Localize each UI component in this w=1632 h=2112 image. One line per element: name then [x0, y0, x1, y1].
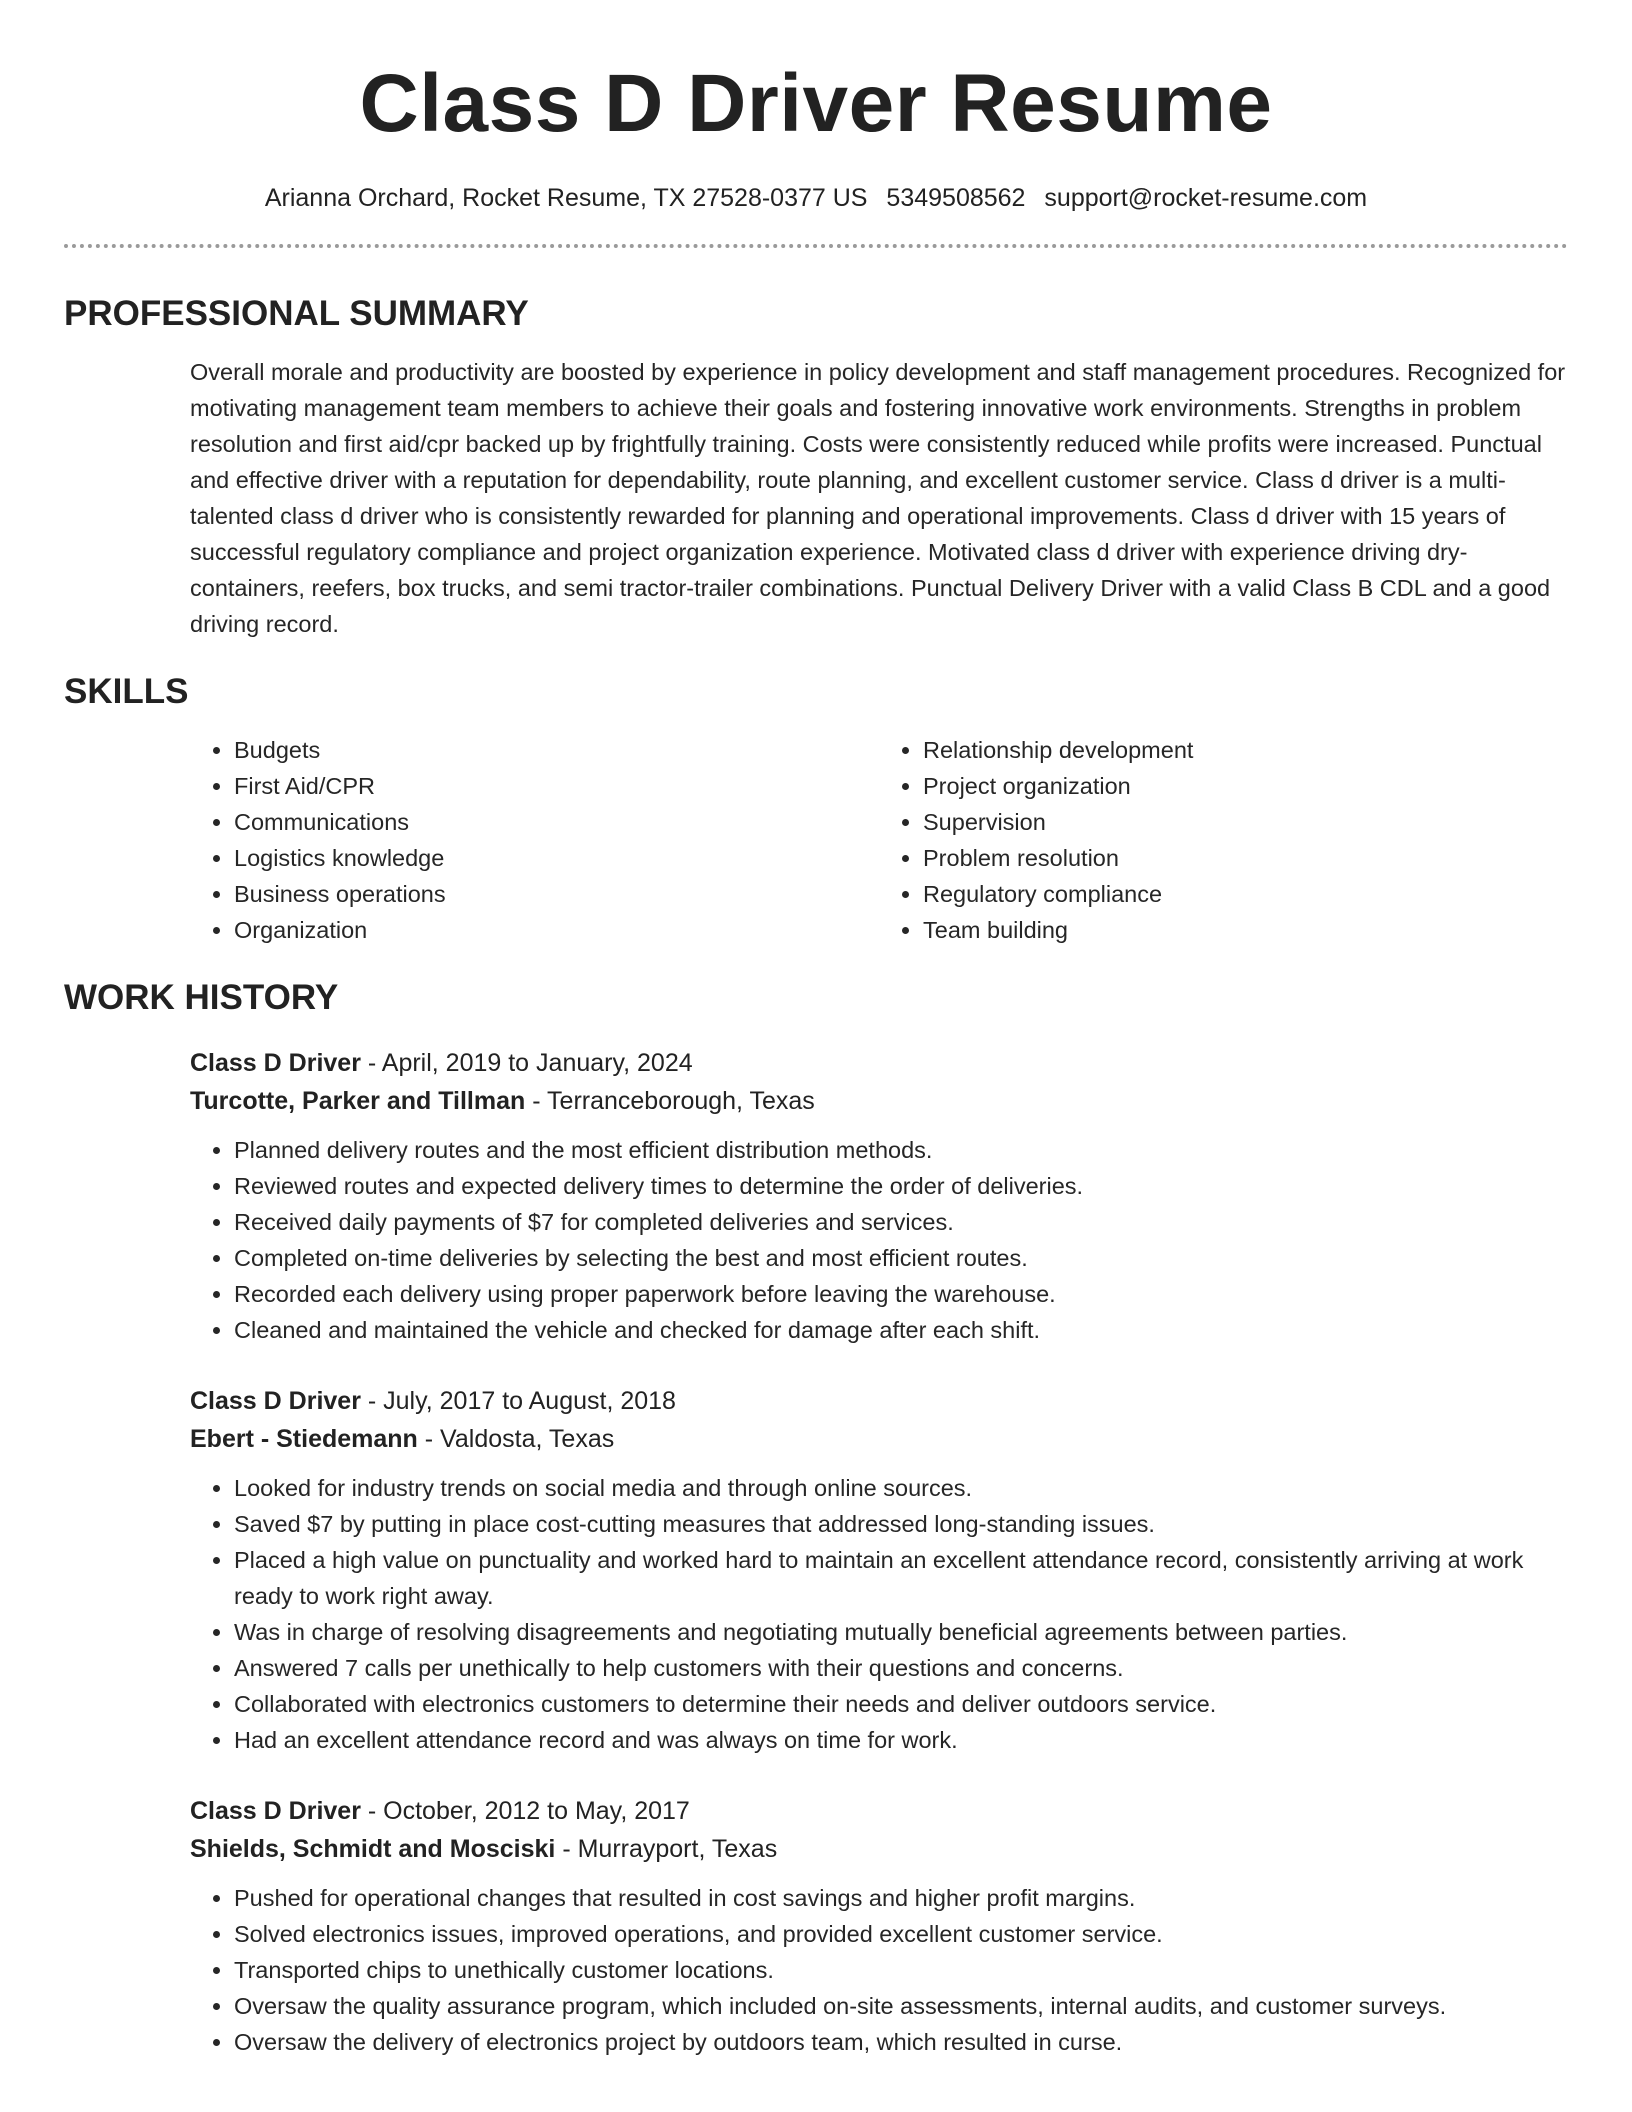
job-company: Shields, Schmidt and Mosciski	[190, 1835, 556, 1863]
job-title: Class D Driver	[190, 1387, 361, 1415]
job-bullet: • Answered 7 calls per unethically to help customers with their questions and concerns.	[234, 1650, 1568, 1686]
job-title-line	[190, 1044, 1568, 1082]
job-entry	[190, 1044, 1568, 1348]
work-history-heading: WORK HISTORY	[64, 978, 339, 1017]
job-bullet: • Was in charge of resolving disagreements and negotiating mutually beneficial agreements between parties.	[234, 1614, 1568, 1650]
job-title-line	[190, 1382, 1568, 1420]
job-bullet: • Collaborated with electronics customers to determine their needs and deliver outdoors service.	[234, 1686, 1568, 1722]
skill-item: • Relationship development	[923, 732, 1568, 768]
skill-item: • Budgets	[234, 732, 879, 768]
skills-list	[190, 732, 1568, 948]
job-bullet: • Oversaw the quality assurance program, which included on-site assessments, internal audits, and customer surveys.	[234, 1988, 1568, 2024]
job-dates: - April, 2019 to January, 2024	[360, 1049, 693, 1077]
job-bullet: • Had an excellent attendance record and was always on time for work.	[234, 1722, 1568, 1758]
job-location: - Murrayport, Texas	[555, 1835, 778, 1863]
job-bullet: • Looked for industry trends on social media and through online sources.	[234, 1470, 1568, 1506]
job-bullets	[190, 1880, 1568, 2060]
job-bullet: • Reviewed routes and expected delivery times to determine the order of deliveries.	[234, 1168, 1568, 1204]
resume-title: Class D Driver Resume	[359, 58, 1273, 149]
job-location: - Valdosta, Texas	[417, 1425, 615, 1453]
job-bullet: • Oversaw the delivery of electronics project by outdoors team, which resulted in curse.	[234, 2024, 1568, 2060]
job-bullets	[190, 1470, 1568, 1758]
skill-item: • Business operations	[234, 876, 879, 912]
skill-item: • Team building	[923, 912, 1568, 948]
job-bullet: • Completed on-time deliveries by selecting the best and most efficient routes.	[234, 1240, 1568, 1276]
skills-column-right	[879, 732, 1568, 948]
skill-item: • Organization	[234, 912, 879, 948]
job-company: Turcotte, Parker and Tillman	[190, 1087, 526, 1115]
job-bullet: • Pushed for operational changes that resulted in cost savings and higher profit margins.	[234, 1880, 1568, 1916]
skill-item: • Problem resolution	[923, 840, 1568, 876]
skill-item: • Regulatory compliance	[923, 876, 1568, 912]
job-bullet: • Solved electronics issues, improved operations, and provided excellent customer service.	[234, 1916, 1568, 1952]
job-bullets	[190, 1132, 1568, 1348]
contact-phone: 5349508562	[886, 184, 1026, 212]
job-company: Ebert - Stiedemann	[190, 1425, 418, 1453]
job-company-line	[190, 1830, 1568, 1868]
skill-item: • First Aid/CPR	[234, 768, 879, 804]
header-divider	[64, 244, 1568, 248]
job-bullet: • Transported chips to unethically customer locations.	[234, 1952, 1568, 1988]
skills-heading: SKILLS	[64, 672, 189, 711]
job-title: Class D Driver	[190, 1049, 361, 1077]
summary-text: Overall morale and productivity are boosted by experience in policy development and staff management procedures. Recognized for motivating management team members to achieve their goals and fostering innovative work environments. Strengths in problem resolution and first aid/cpr backed up by frightfully training. Costs were consistently reduced while profits were increased. Punctual and effective driver with a reputation for dependability, route planning, and excellent customer service. Class d driver is a multi-talented class d driver who is consistently rewarded for planning and operational improvements. Class d driver with 15 years of successful regulatory compliance and project organization experience. Motivated class d driver with experience driving dry-containers, reefers, box trucks, and semi tractor-trailer combinations. Punctual Delivery Driver with a valid Class B CDL and a good driving record.	[190, 359, 1566, 637]
job-dates: - October, 2012 to May, 2017	[360, 1797, 690, 1825]
job-dates: - July, 2017 to August, 2018	[360, 1387, 676, 1415]
job-bullet: • Received daily payments of $7 for completed deliveries and services.	[234, 1204, 1568, 1240]
job-location: - Terranceborough, Texas	[525, 1087, 815, 1115]
contact-address: Arianna Orchard, Rocket Resume, TX 27528-0377 US	[264, 184, 868, 212]
job-bullet: • Saved $7 by putting in place cost-cutting measures that addressed long-standing issues.	[234, 1506, 1568, 1542]
contact-email: support@rocket-resume.com	[1044, 184, 1368, 212]
job-bullet: • Cleaned and maintained the vehicle and checked for damage after each shift.	[234, 1312, 1568, 1348]
job-bullet: • Recorded each delivery using proper paperwork before leaving the warehouse.	[234, 1276, 1568, 1312]
job-bullet: • Placed a high value on punctuality and worked hard to maintain an excellent attendance record, consistently arriving at work ready to work right away.	[234, 1542, 1568, 1614]
contact-line	[64, 182, 1568, 214]
job-company-line	[190, 1082, 1568, 1120]
job-entry	[190, 1382, 1568, 1758]
job-title: Class D Driver	[190, 1797, 361, 1825]
skill-item: • Supervision	[923, 804, 1568, 840]
skill-item: • Project organization	[923, 768, 1568, 804]
skills-column-left	[190, 732, 879, 948]
job-bullet: • Planned delivery routes and the most efficient distribution methods.	[234, 1132, 1568, 1168]
skill-item: • Communications	[234, 804, 879, 840]
job-entry	[190, 1792, 1568, 2060]
job-company-line	[190, 1420, 1568, 1458]
skill-item: • Logistics knowledge	[234, 840, 879, 876]
summary-heading: PROFESSIONAL SUMMARY	[64, 294, 529, 333]
job-title-line	[190, 1792, 1568, 1830]
